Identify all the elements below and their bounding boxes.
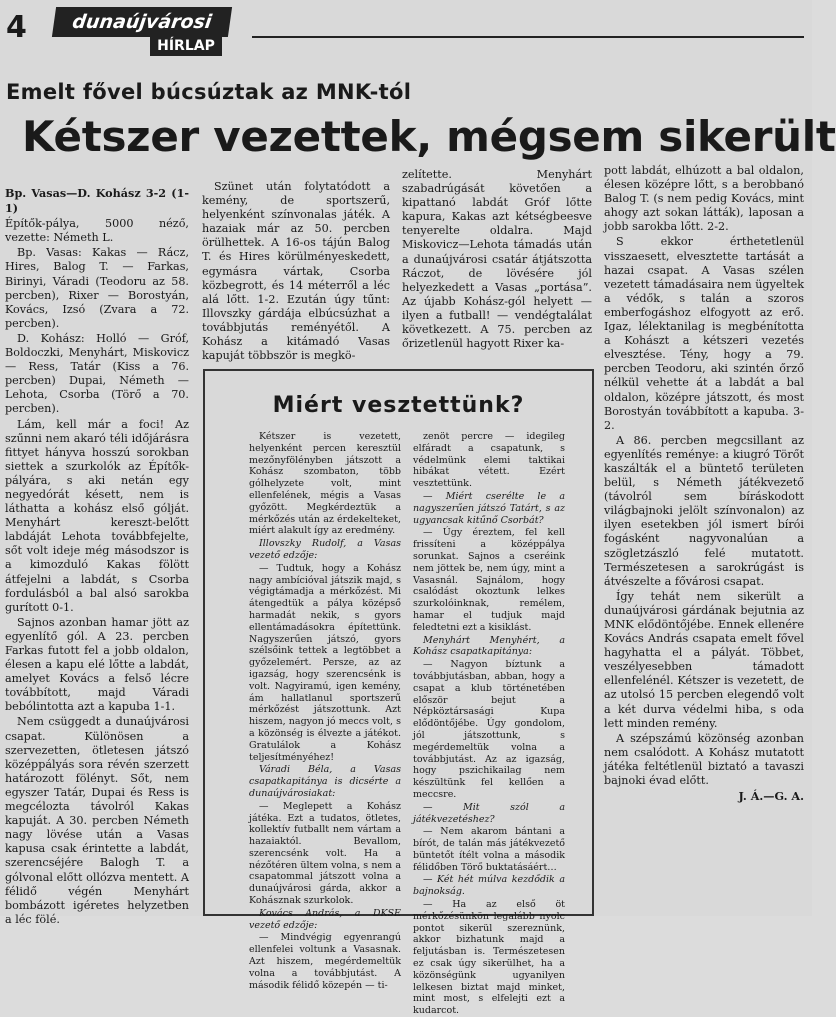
match-result: Bp. Vasas—D. Kohász 3-2 (1-1)	[5, 186, 189, 216]
article-paragraph: Így tehát nem sikerült a dunaújvárosi gárdának bejutnia az MNK elődöntőjébe. Ennek ellenére Kovács András csapata emelt fővel hagyhatta el a pályát. Többet, veszélyesebben támadott ellenfelénél. Kétszer is vezetett, de az utolsó 15 percben elegendő volt a két durva védelmi hiba, s oda lett minden remény.	[604, 589, 804, 730]
match-venue: Építők-pálya, 5000 néző, vezette: Németh L.	[5, 217, 189, 245]
masthead-rule	[252, 36, 804, 38]
sidebar-box	[203, 369, 594, 1017]
article-headline: Kétszer vezettek, mégsem sikerült	[22, 112, 836, 161]
article-column-4	[604, 164, 804, 910]
article-column-1	[5, 186, 189, 926]
sidebar-paragraph: — Ha az első öt mérkőzésünkön legalább nyolc pontot sikerül szereznünk, akkor bizhatunk majd a feljutásban is. Természetesen ez csak úgy sikerülhet, ha a közönségünk ugyanilyen lelkesen biztat majd minket, mint most, s elfelejti ezt a kudarcot.	[413, 899, 565, 1017]
article-kicker: Emelt fővel búcsúztak az MNK-tól	[6, 80, 412, 104]
sidebar-speaker: Menyhárt Menyhért, a Kohász csapatkapitánya:	[413, 634, 565, 658]
article-paragraph: S ekkor érthetetlenül visszaesett, elvesztette tartását a hazai csapat. A Vasas szélen vezetett támadásaira nem ügyeltek a védők, s talán a szoros emberfogáshoz elfogyott az erő. Igaz, lélektanilag is megbénította a Kohászt a kétszeri vezetés elvesztése. Tény, hogy a 79. percben Teodoru, aki szintén őrző nélkül vehette át a labdát a bal oldalon, középre játszott, és most Borostyán továbbított a kapuba. 3-2.	[604, 235, 804, 432]
sidebar-paragraph: Kétszer is vezetett, helyenként percen keresztül mezőnyfölényben játszott a Kohász szombaton, több gólhelyzete volt, mint ellenfelének, mégis a Vasas győzött. Megkérdeztük a mérkőzés után az érdekelteket, miért alakult így az eredmény.	[249, 431, 401, 537]
article-paragraph: Nem csüggedt a dunaújvárosi csapat. Különösen a szervezetten, ötletesen játszó középpályás sora révén szerzett határozott fölényt. Sőt, nem egyszer Tatár, Dupai és Ress is megcélozta távolról Kakas kapuját. A 30. percben Németh nagy lövése után a Vasas kapusa csak érintette a labdát, szerencséjére Balogh T. a gólvonal előtt ollózva mentett. A félidő végén Menyhárt bombázott igéretes helyzetben a léc fölé.	[5, 715, 189, 926]
article-column-3	[402, 168, 592, 370]
sidebar-speaker: Kovács András, a DKSE vezető edzője:	[249, 907, 401, 931]
sidebar-question: — Két hét múlva kezdődik a bajnokság.	[413, 874, 565, 898]
article-paragraph: A szépszámú közönség azonban nem csalódott. A Kohász mutatott játéka feltétlenül biztató a tavaszi bajnoki évad előtt.	[604, 731, 804, 788]
sidebar-question: — Miért cserélte le a nagyszerűen játszó Tatárt, s az ugyancsak kitűnő Csorbát?	[413, 490, 565, 526]
sidebar-column-2	[413, 431, 565, 1017]
sidebar-paragraph: — Tudtuk, hogy a Kohász nagy ambícióval játszik majd, s végigtámadja a mérkőzést. Mi átengedtük a pálya középső harmadát nekik, s gyors ellentámadásokra építettünk. Nagyszerűen játszó, gyors szélsőink tettek a legtöbbet a győzelemért. Persze, az az igazság, hogy szerencsénk is volt. Nagyiramú, igen kemény, ám hallatlanul sportszerű mérkőzést játszottunk. Azt hiszem, nagyon jó meccs volt, s a közönség is élvezte a játékot. Gratulálok a Kohász teljesítményéhez!	[249, 562, 401, 763]
article-paragraph: Szünet után folytatódott a kemény, de sportszerű, helyenként színvonalas játék. A hazaiak már az 50. percben örülhettek. A 16-os tájún Balog T. és Hires körülményeskedett, egymásra vártak, Csorba közbegrott, és 14 méterről a léc alá lőtt. 1-2. Ezután úgy tűnt: Illovszky gárdája elbúcsúzhat a továbbjutás reményétől. A Kohász a kitámadó Vasas kapuját többször is megkö-	[202, 180, 390, 363]
author-signature: J. Á.—G. A.	[738, 789, 804, 804]
sidebar-column-1	[249, 431, 401, 991]
lineup-kohasz: D. Kohász: Holló — Gróf, Boldoczki, Menyhárt, Miskovicz — Ress, Tatár (Kiss a 76. percben) Dupai, Németh — Lehota, Csorba (Törő a 70. percben).	[5, 331, 189, 416]
sidebar-speaker: Váradi Béla, a Vasas csapatkapitánya is dicsérte a dunaújvárosiakat:	[249, 764, 401, 799]
sidebar-title: Miért vesztettünk?	[272, 393, 525, 418]
sidebar-paragraph: zenöt percre — idegileg elfáradt a csapatunk, s védelmünk elemi taktikai hibákat vétett. Ezért vesztettünk.	[413, 431, 565, 490]
sidebar-paragraph: — Úgy éreztem, fel kell frissíteni a középpálya sorunkat. Sajnos a cseréink nem jöttek be, nem úgy, mint a Vasasnál. Sajnálom, hogy csalódást okoztunk lelkes szurkolóinknak, remélem, hamar el tudjuk majd feledtetni ezt a kisiklást.	[413, 527, 565, 633]
masthead-logo	[54, 7, 230, 59]
sidebar-paragraph: — Nem akarom bántani a bírót, de talán más játékvezető büntetőt ítélt volna a második félidőben Törő buktatásáért…	[413, 826, 565, 873]
sidebar-paragraph: — Meglepett a Kohász játéka. Ezt a tudatos, ötletes, kollektív futballt nem vártam a hazaiaktól. Bevallom, szerencsénk volt. Ha a nézőtéren ültem volna, s nem a csapatommal játszott volna a dunaújvárosi gárda, akkor a Kohásznak szurkolok.	[249, 800, 401, 907]
sidebar-speaker: Illovszky Rudolf, a Vasas vezető edzője:	[249, 538, 401, 561]
page-number: 4	[6, 10, 27, 45]
sidebar-question: — Mit szól a játékvezetéshez?	[413, 801, 565, 825]
logo-top-text: dunaújvárosi	[52, 7, 232, 37]
article-paragraph: zelítette. Menyhárt szabadrúgását követően a kipattanó labdát Gróf lőtte kapura, Kakas azt kétségbeesve tenyerelte oldalra. Majd Miskovicz—Lehota támadás után a dunaújvárosi csatár átjátszotta Ráczot, de lövésére jól helyezkedett a Vasas „portása”. Az újabb Kohász-gól helyett — ilyen a futball! — vendégtalálat következett. A 75. percben az őrizetlenül hagyott Rixer ka-	[402, 168, 592, 351]
logo-bottom-text: HÍRLAP	[150, 36, 222, 56]
article-paragraph: A 86. percben megcsillant az egyenlítés reménye: a kiugró Törőt kaszálták el a büntető területen belül, s Németh játékvezető (távolról sem bíráskodott világbajnoki jelölt színvonalon) az ilyen esetekben jól ismert bírói fogásként nagyvonalúan a szögletzászló felé mutatott. Természetesen a sarokrúgást is átvészelte a fővárosi csapat.	[604, 433, 804, 588]
article-column-2	[202, 180, 390, 370]
article-paragraph: Lám, kell már a foci! Az szűnni nem akaró téli időjárásra fittyet hányva hosszú sorokban siettek a szurkolók az Építők-pályára, s aki netán egy negyedórát késett, nem is láthatta a kohász első gólját. Menyhárt kereszt-belőtt labdáját Lehota továbbfejelte, sőt volt ideje még másodszor is a kimozduló Kakas fölött átfejelni a labdát, s Csorba fordulásból a bal alsó sarokba gurított 0-1.	[5, 417, 189, 614]
article-paragraph: Sajnos azonban hamar jött az egyenlítő gól. A 23. percben Farkas futott fel a jobb oldalon, élesen a kapu elé lőtte a labdát, amelyet Kovács a felső lécre továbbított, majd Váradi bebólintotta azt a kapuba 1-1.	[5, 615, 189, 714]
sidebar-paragraph: — Nagyon bíztunk a továbbjutásban, abban, hogy a csapat a klub történetében először bejut a Népköztársasági Kupa elődöntőjébe. Úgy gondolom, jól játszottunk, s megérdemeltük volna a továbbjutást. Az az igazság, hogy pszichikailag nem készültünk fel kellően a meccsre.	[413, 659, 565, 800]
sidebar-paragraph: — Mindvégig egyenrangú ellenfelei voltunk a Vasasnak. Azt hiszem, megérdemeltük volna a továbbjutást. A második félidő közepén — ti-	[249, 932, 401, 991]
article-paragraph: pott labdát, elhúzott a bal oldalon, élesen középre lőtt, s a berobbanó Balog T. (s nem pedig Kovács, mint ahogy azt sokan látták), laposan a jobb sarokba lőtt. 2-2.	[604, 164, 804, 234]
lineup-vasas: Bp. Vasas: Kakas — Rácz, Hires, Balog T. — Farkas, Birinyi, Váradi (Teodoru az 58. percben), Rixer — Borostyán, Kovács, Izsó (Zvara a 72. percben).	[5, 246, 189, 330]
